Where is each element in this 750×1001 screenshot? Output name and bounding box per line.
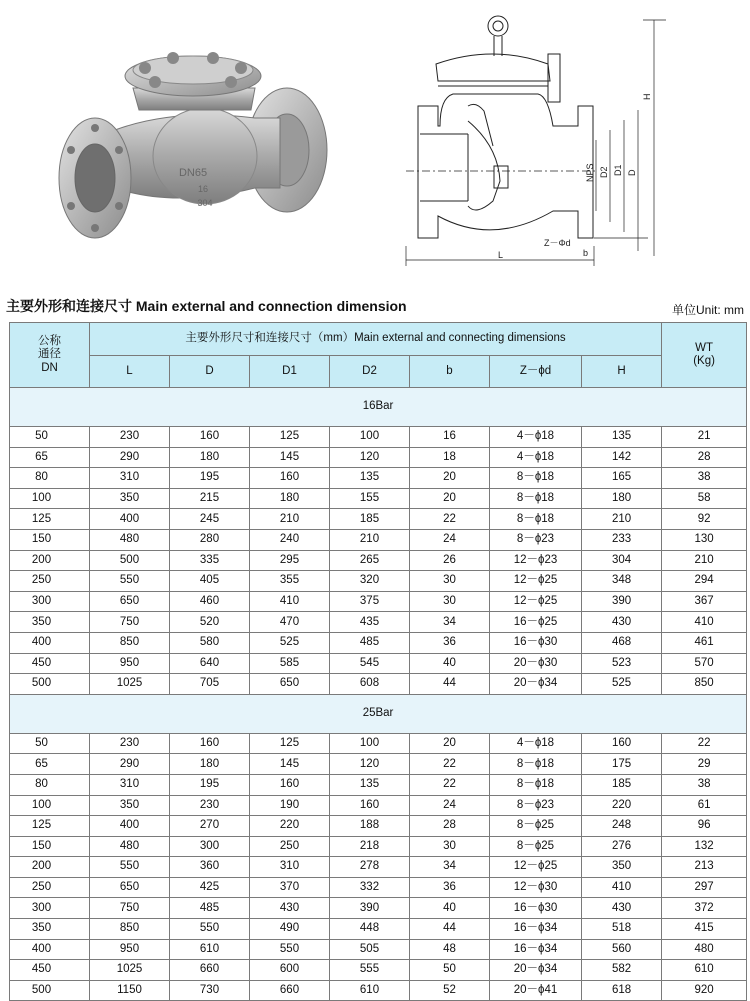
- col-header-h: H: [582, 356, 662, 388]
- pressure-group-label: 16Bar: [10, 388, 747, 427]
- table-cell: 130: [662, 529, 747, 550]
- table-cell: 180: [250, 488, 330, 509]
- table-cell: 705: [170, 674, 250, 695]
- table-cell: 12－ϕ23: [490, 550, 582, 571]
- table-cell: 600: [250, 960, 330, 981]
- table-cell: 310: [250, 857, 330, 878]
- table-cell: 160: [330, 795, 410, 816]
- table-cell: 160: [582, 733, 662, 754]
- table-cell: 100: [10, 795, 90, 816]
- table-cell: 48: [410, 939, 490, 960]
- table-cell: 8－ϕ23: [490, 529, 582, 550]
- pressure-group-row: [10, 694, 747, 733]
- wt-header: [662, 323, 747, 388]
- photo-mark-2: 16: [197, 184, 209, 194]
- table-cell: 360: [170, 857, 250, 878]
- table-cell: 448: [330, 919, 410, 940]
- table-cell: 950: [90, 939, 170, 960]
- table-cell: 8－ϕ18: [490, 774, 582, 795]
- table-cell: 468: [582, 632, 662, 653]
- table-cell: 430: [250, 898, 330, 919]
- table-cell: 560: [582, 939, 662, 960]
- table-cell: 44: [410, 919, 490, 940]
- table-cell: 265: [330, 550, 410, 571]
- dn-header-line-3: DN: [41, 361, 58, 374]
- table-cell: 470: [250, 612, 330, 633]
- table-cell: 185: [330, 509, 410, 530]
- table-cell: 150: [10, 529, 90, 550]
- table-cell: 295: [250, 550, 330, 571]
- table-cell: 165: [582, 468, 662, 489]
- table-cell: 210: [330, 529, 410, 550]
- table-cell: 12－ϕ25: [490, 857, 582, 878]
- table-cell: 28: [410, 816, 490, 837]
- table-cell: 485: [330, 632, 410, 653]
- col-header-b: b: [410, 356, 490, 388]
- table-cell: 52: [410, 980, 490, 1001]
- table-cell: 180: [582, 488, 662, 509]
- table-cell: 294: [662, 571, 747, 592]
- table-cell: 18: [410, 447, 490, 468]
- photo-mark-1: DN65: [178, 167, 208, 179]
- table-row: [10, 774, 747, 795]
- dim-label-h: H: [642, 93, 652, 100]
- unit-note: 单位Unit: mm: [671, 303, 744, 317]
- table-cell: 650: [90, 591, 170, 612]
- table-cell: 16: [410, 427, 490, 448]
- dim-label-d: D: [627, 169, 637, 176]
- table-cell: 500: [10, 674, 90, 695]
- table-cell: 30: [410, 571, 490, 592]
- table-row: [10, 653, 747, 674]
- table-cell: 415: [662, 919, 747, 940]
- table-row: [10, 877, 747, 898]
- table-cell: 250: [10, 877, 90, 898]
- table-row: [10, 632, 747, 653]
- table-cell: 30: [410, 591, 490, 612]
- table-cell: 300: [10, 898, 90, 919]
- table-cell: 65: [10, 754, 90, 775]
- table-cell: 480: [90, 529, 170, 550]
- table-row: [10, 939, 747, 960]
- table-cell: 213: [662, 857, 747, 878]
- table-row: [10, 447, 747, 468]
- table-cell: 175: [582, 754, 662, 775]
- table-cell: 38: [662, 774, 747, 795]
- table-cell: 660: [250, 980, 330, 1001]
- table-cell: 332: [330, 877, 410, 898]
- table-cell: 210: [582, 509, 662, 530]
- table-cell: 850: [662, 674, 747, 695]
- table-cell: 210: [250, 509, 330, 530]
- table-cell: 304: [582, 550, 662, 571]
- table-cell: 185: [582, 774, 662, 795]
- dim-label-nps: NPS: [585, 163, 595, 182]
- table-row: [10, 468, 747, 489]
- table-cell: 50: [410, 960, 490, 981]
- table-cell: 920: [662, 980, 747, 1001]
- table-cell: 278: [330, 857, 410, 878]
- table-cell: 12－ϕ30: [490, 877, 582, 898]
- table-cell: 430: [582, 612, 662, 633]
- table-cell: 12－ϕ25: [490, 571, 582, 592]
- table-cell: 218: [330, 836, 410, 857]
- table-cell: 390: [582, 591, 662, 612]
- table-cell: 44: [410, 674, 490, 695]
- table-cell: 320: [330, 571, 410, 592]
- table-cell: 410: [582, 877, 662, 898]
- table-cell: 21: [662, 427, 747, 448]
- dim-label-b: b: [583, 248, 589, 258]
- table-cell: 375: [330, 591, 410, 612]
- dimension-table: [9, 322, 747, 1001]
- dim-label-d2: D2: [599, 166, 609, 178]
- table-cell: 580: [170, 632, 250, 653]
- table-cell: 608: [330, 674, 410, 695]
- table-cell: 188: [330, 816, 410, 837]
- table-cell: 505: [330, 939, 410, 960]
- col-header-zd: Z－ϕd: [490, 356, 582, 388]
- table-cell: 280: [170, 529, 250, 550]
- dimension-group-header: 主要外形尺寸和连接尺寸（mm）Main external and connecting dimensions: [90, 323, 662, 356]
- table-cell: 22: [410, 509, 490, 530]
- table-cell: 132: [662, 836, 747, 857]
- table-cell: 142: [582, 447, 662, 468]
- table-row: [10, 733, 747, 754]
- table-row: [10, 488, 747, 509]
- table-cell: 200: [10, 857, 90, 878]
- table-cell: 410: [250, 591, 330, 612]
- table-cell: 650: [90, 877, 170, 898]
- table-cell: 28: [662, 447, 747, 468]
- table-cell: 145: [250, 754, 330, 775]
- table-cell: 16－ϕ30: [490, 632, 582, 653]
- table-cell: 550: [90, 571, 170, 592]
- table-cell: 348: [582, 571, 662, 592]
- table-cell: 950: [90, 653, 170, 674]
- table-cell: 276: [582, 836, 662, 857]
- valve-photo: [55, 38, 335, 270]
- table-cell: 367: [662, 591, 747, 612]
- table-cell: 180: [170, 447, 250, 468]
- table-cell: 550: [170, 919, 250, 940]
- table-cell: 4－ϕ18: [490, 447, 582, 468]
- table-cell: 190: [250, 795, 330, 816]
- table-cell: 24: [410, 795, 490, 816]
- table-cell: 350: [90, 488, 170, 509]
- table-cell: 400: [10, 632, 90, 653]
- table-cell: 8－ϕ18: [490, 468, 582, 489]
- table-row: [10, 509, 747, 530]
- table-cell: 8－ϕ18: [490, 488, 582, 509]
- table-cell: 125: [250, 733, 330, 754]
- table-row: [10, 795, 747, 816]
- table-cell: 355: [250, 571, 330, 592]
- col-header-l: L: [90, 356, 170, 388]
- table-cell: 160: [170, 427, 250, 448]
- table-cell: 300: [10, 591, 90, 612]
- table-cell: 233: [582, 529, 662, 550]
- table-body: [10, 388, 747, 1001]
- table-cell: 850: [90, 919, 170, 940]
- table-cell: 20: [410, 733, 490, 754]
- table-cell: 135: [330, 468, 410, 489]
- table-row: [10, 529, 747, 550]
- table-cell: 350: [10, 919, 90, 940]
- table-row: [10, 427, 747, 448]
- table-cell: 525: [582, 674, 662, 695]
- table-cell: 350: [582, 857, 662, 878]
- table-row: [10, 674, 747, 695]
- table-cell: 160: [250, 774, 330, 795]
- table-cell: 460: [170, 591, 250, 612]
- table-row: [10, 550, 747, 571]
- table-cell: 585: [250, 653, 330, 674]
- table-cell: 8－ϕ23: [490, 795, 582, 816]
- table-cell: 24: [410, 529, 490, 550]
- table-cell: 400: [90, 816, 170, 837]
- table-row: [10, 980, 747, 1001]
- table-row: [10, 898, 747, 919]
- table-cell: 195: [170, 774, 250, 795]
- table-cell: 65: [10, 447, 90, 468]
- table-cell: 20－ϕ41: [490, 980, 582, 1001]
- section-title: 主要外形和连接尺寸 Main external and connection dimension: [6, 298, 407, 314]
- table-cell: 435: [330, 612, 410, 633]
- table-cell: 461: [662, 632, 747, 653]
- table-cell: 8－ϕ18: [490, 509, 582, 530]
- table-cell: 96: [662, 816, 747, 837]
- table-cell: 120: [330, 754, 410, 775]
- wt-header-line-2: (Kg): [693, 355, 715, 367]
- table-cell: 250: [10, 571, 90, 592]
- table-row: [10, 857, 747, 878]
- table-cell: 220: [582, 795, 662, 816]
- table-cell: 125: [10, 816, 90, 837]
- table-cell: 1025: [90, 960, 170, 981]
- table-row: [10, 754, 747, 775]
- table-cell: 290: [90, 447, 170, 468]
- pressure-group-row: [10, 388, 747, 427]
- table-cell: 50: [10, 733, 90, 754]
- table-cell: 850: [90, 632, 170, 653]
- table-cell: 36: [410, 877, 490, 898]
- table-cell: 570: [662, 653, 747, 674]
- table-cell: 335: [170, 550, 250, 571]
- table-cell: 270: [170, 816, 250, 837]
- table-cell: 230: [90, 733, 170, 754]
- table-cell: 34: [410, 612, 490, 633]
- table-cell: 160: [170, 733, 250, 754]
- table-cell: 525: [250, 632, 330, 653]
- table-cell: 550: [90, 857, 170, 878]
- table-cell: 61: [662, 795, 747, 816]
- table-cell: 22: [662, 733, 747, 754]
- table-cell: 16－ϕ30: [490, 898, 582, 919]
- dn-header-line-1: 公称: [38, 335, 61, 348]
- table-cell: 450: [10, 653, 90, 674]
- dn-header-line-2: 通径: [38, 348, 61, 361]
- table-cell: 640: [170, 653, 250, 674]
- col-header-d2: D2: [330, 356, 410, 388]
- table-cell: 12－ϕ25: [490, 591, 582, 612]
- table-cell: 290: [90, 754, 170, 775]
- table-row: [10, 816, 747, 837]
- table-cell: 36: [410, 632, 490, 653]
- table-cell: 390: [330, 898, 410, 919]
- table-cell: 38: [662, 468, 747, 489]
- table-cell: 195: [170, 468, 250, 489]
- table-cell: 555: [330, 960, 410, 981]
- table-cell: 8－ϕ25: [490, 836, 582, 857]
- table-cell: 220: [250, 816, 330, 837]
- table-cell: 20: [410, 468, 490, 489]
- table-cell: 610: [662, 960, 747, 981]
- table-cell: 610: [330, 980, 410, 1001]
- table-cell: 490: [250, 919, 330, 940]
- table-cell: 425: [170, 877, 250, 898]
- table-cell: 730: [170, 980, 250, 1001]
- table-cell: 40: [410, 898, 490, 919]
- table-cell: 350: [90, 795, 170, 816]
- table-cell: 518: [582, 919, 662, 940]
- col-header-d: D: [170, 356, 250, 388]
- table-cell: 550: [250, 939, 330, 960]
- table-cell: 4－ϕ18: [490, 733, 582, 754]
- table-cell: 20－ϕ34: [490, 960, 582, 981]
- table-cell: 8－ϕ18: [490, 754, 582, 775]
- table-cell: 20－ϕ34: [490, 674, 582, 695]
- dn-header: [10, 323, 90, 388]
- pressure-group-label: 25Bar: [10, 694, 747, 733]
- table-row: [10, 591, 747, 612]
- table-cell: 297: [662, 877, 747, 898]
- table-cell: 26: [410, 550, 490, 571]
- table-cell: 40: [410, 653, 490, 674]
- table-cell: 16－ϕ34: [490, 939, 582, 960]
- table-cell: 545: [330, 653, 410, 674]
- table-cell: 400: [90, 509, 170, 530]
- table-cell: 145: [250, 447, 330, 468]
- table-row: [10, 836, 747, 857]
- table-cell: 100: [330, 733, 410, 754]
- table-cell: 370: [250, 877, 330, 898]
- table-cell: 34: [410, 857, 490, 878]
- table-cell: 450: [10, 960, 90, 981]
- table-cell: 500: [10, 980, 90, 1001]
- table-cell: 100: [330, 427, 410, 448]
- dim-label-zd: Z－Φd: [544, 238, 571, 248]
- col-header-d1: D1: [250, 356, 330, 388]
- table-cell: 135: [582, 427, 662, 448]
- table-row: [10, 571, 747, 592]
- table-cell: 20－ϕ30: [490, 653, 582, 674]
- table-cell: 430: [582, 898, 662, 919]
- dim-label-d1: D1: [613, 164, 623, 176]
- table-cell: 22: [410, 774, 490, 795]
- table-row: [10, 612, 747, 633]
- table-row: [10, 960, 747, 981]
- table-cell: 660: [170, 960, 250, 981]
- table-cell: 50: [10, 427, 90, 448]
- table-cell: 650: [250, 674, 330, 695]
- table-cell: 610: [170, 939, 250, 960]
- table-cell: 120: [330, 447, 410, 468]
- table-cell: 1150: [90, 980, 170, 1001]
- table-cell: 29: [662, 754, 747, 775]
- table-cell: 150: [10, 836, 90, 857]
- table-cell: 4－ϕ18: [490, 427, 582, 448]
- photo-mark-3: 304: [197, 198, 213, 208]
- table-cell: 248: [582, 816, 662, 837]
- table-cell: 750: [90, 612, 170, 633]
- table-cell: 180: [170, 754, 250, 775]
- table-cell: 22: [410, 754, 490, 775]
- table-cell: 405: [170, 571, 250, 592]
- table-cell: 310: [90, 468, 170, 489]
- table-cell: 750: [90, 898, 170, 919]
- table-cell: 480: [662, 939, 747, 960]
- valve-section-drawing: [398, 6, 678, 274]
- table-cell: 520: [170, 612, 250, 633]
- table-cell: 125: [250, 427, 330, 448]
- table-cell: 300: [170, 836, 250, 857]
- table-cell: 215: [170, 488, 250, 509]
- table-cell: 230: [90, 427, 170, 448]
- table-cell: 8－ϕ25: [490, 816, 582, 837]
- table-cell: 250: [250, 836, 330, 857]
- table-cell: 410: [662, 612, 747, 633]
- table-cell: 485: [170, 898, 250, 919]
- table-cell: 310: [90, 774, 170, 795]
- dim-label-l: L: [498, 250, 504, 260]
- table-cell: 160: [250, 468, 330, 489]
- table-cell: 618: [582, 980, 662, 1001]
- table-row: [10, 919, 747, 940]
- table-cell: 230: [170, 795, 250, 816]
- table-cell: 240: [250, 529, 330, 550]
- table-cell: 372: [662, 898, 747, 919]
- table-cell: 155: [330, 488, 410, 509]
- table-cell: 200: [10, 550, 90, 571]
- table-cell: 1025: [90, 674, 170, 695]
- table-cell: 16－ϕ34: [490, 919, 582, 940]
- table-cell: 400: [10, 939, 90, 960]
- table-cell: 30: [410, 836, 490, 857]
- table-cell: 16－ϕ25: [490, 612, 582, 633]
- table-cell: 210: [662, 550, 747, 571]
- table-cell: 80: [10, 468, 90, 489]
- table-cell: 500: [90, 550, 170, 571]
- table-cell: 245: [170, 509, 250, 530]
- wt-header-line-1: WT: [695, 341, 714, 354]
- table-cell: 480: [90, 836, 170, 857]
- table-cell: 80: [10, 774, 90, 795]
- table-cell: 58: [662, 488, 747, 509]
- table-cell: 92: [662, 509, 747, 530]
- table-cell: 100: [10, 488, 90, 509]
- table-cell: 125: [10, 509, 90, 530]
- table-cell: 20: [410, 488, 490, 509]
- table-cell: 350: [10, 612, 90, 633]
- table-cell: 135: [330, 774, 410, 795]
- table-cell: 523: [582, 653, 662, 674]
- table-cell: 582: [582, 960, 662, 981]
